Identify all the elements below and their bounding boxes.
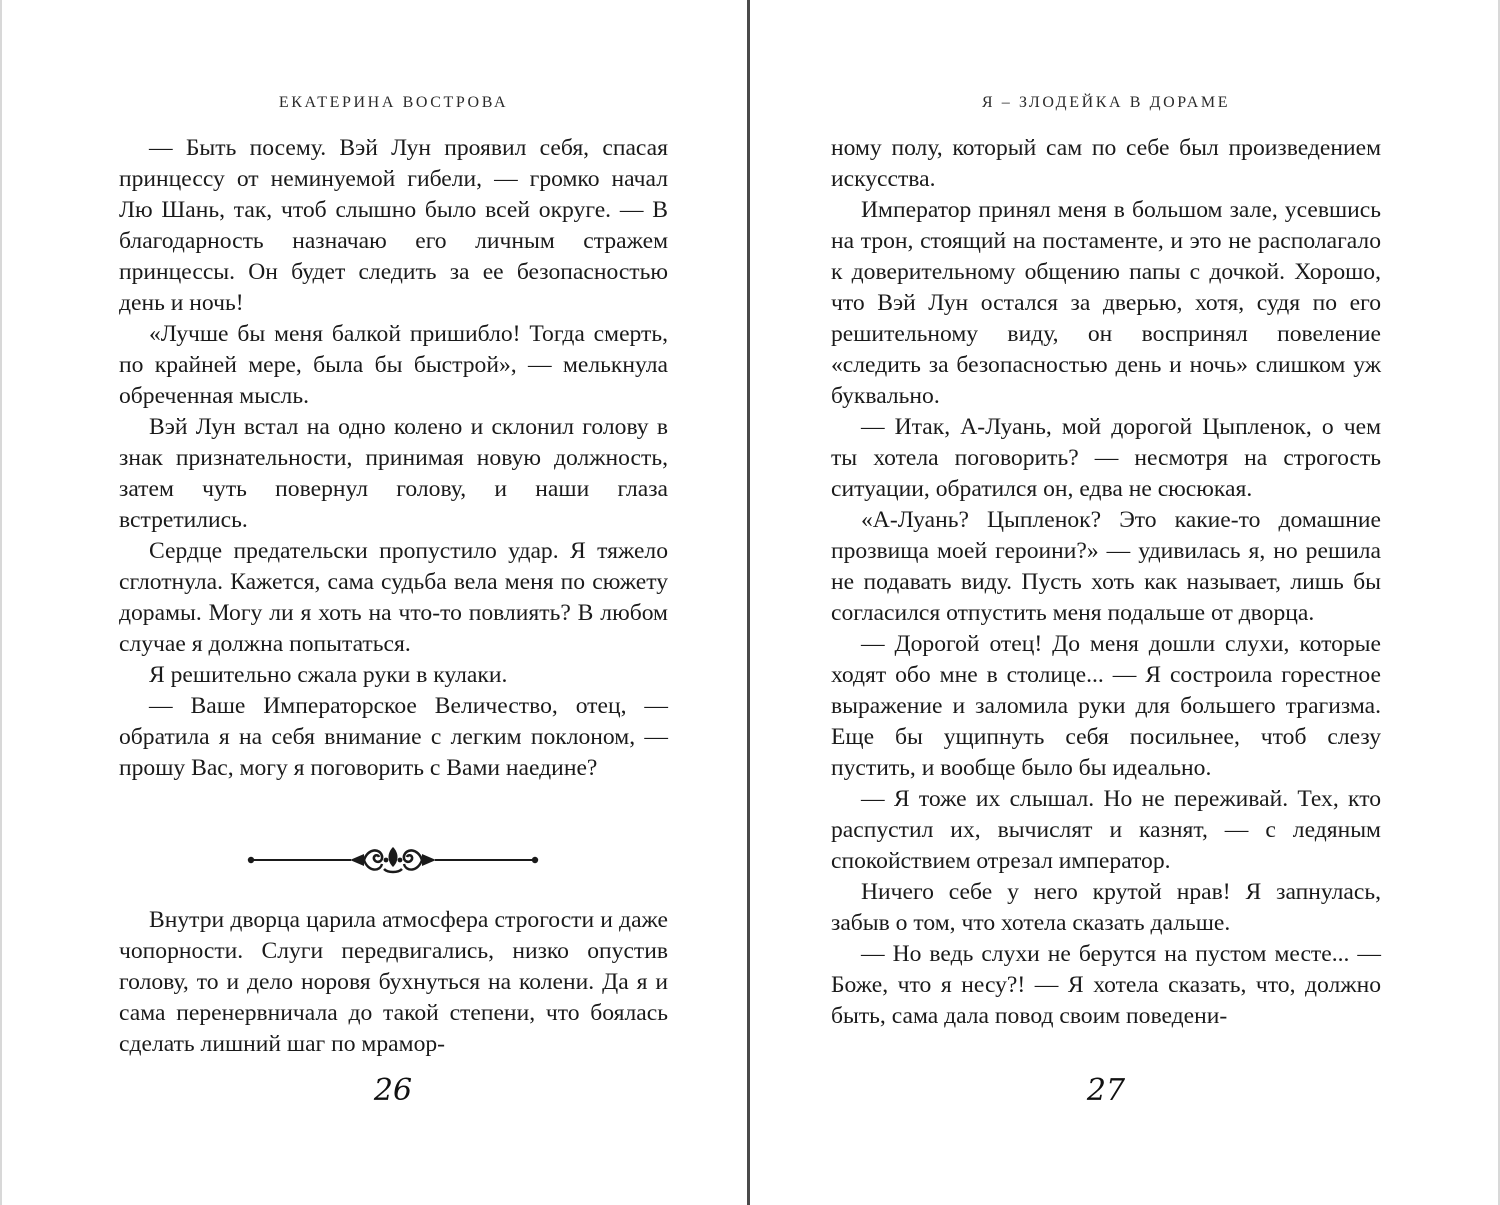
paragraph: Внутри дворца царила атмосфера строгости и даже чопорности. Слуги передвигались, низко опустив голову, то и дело норовя бухнуться на колени. Да я и сама перенервничала до такой степени, что боялась сделать лишний шаг по мрамор- xyxy=(119,907,668,1057)
running-head-left: ЕКАТЕРИНА ВОСТРОВА xyxy=(278,94,509,111)
page-number-right: 27 xyxy=(1086,1073,1126,1108)
paragraph: «А-Луань? Цыпленок? Это какие-то домашние прозвища моей героини?» — удивилась я, но решила не подавать виду. Пусть хоть как называет, лишь бы согласился отпустить меня подальше от дворца. xyxy=(831,507,1381,626)
paragraph: Император принял меня в большом зале, усевшись на трон, стоящий на постаменте, и это не располагало к доверительному общению папы с дочкой. Хорошо, что Вэй Лун остался за дверью, хотя, судя по его решительному виду, он воспринял повеление «следить за безопасностью день и ночь» слишком уж буквально. xyxy=(831,197,1381,409)
running-head-right: Я – ЗЛОДЕЙКА В ДОРАМЕ xyxy=(981,94,1231,111)
paragraph: — Быть посему. Вэй Лун проявил себя, спасая принцессу от неминуемой гибели, — громко начал Лю Шань, так, чтоб слышно было всей округе. — В благодарность назначаю его личным стражем принцессы. Он будет следить за ее безопасностью день и ночь! xyxy=(119,135,668,316)
left-page-body xyxy=(119,133,668,784)
right-page-body xyxy=(831,133,1381,1032)
paragraph: Вэй Лун встал на одно колено и склонил голову в знак признательности, принимая новую должность, затем чуть повернул голову, и наши глаза встретились. xyxy=(119,414,668,533)
paragraph: — Итак, А-Луань, мой дорогой Цыпленок, о чем ты хотела поговорить? — несмотря на строгость ситуации, обратился он, едва не сюсюкая. xyxy=(831,414,1381,502)
section-divider-ornament xyxy=(246,842,540,878)
page-edge-left xyxy=(0,0,2,1205)
paragraph: — Я тоже их слышал. Но не переживай. Тех, кто распустил их, вычислят и казнят, — с ледяным спокойствием отрезал император. xyxy=(831,786,1381,874)
paragraph: Я решительно сжала руки в кулаки. xyxy=(149,662,508,688)
paragraph: — Дорогой отец! До меня дошли слухи, которые ходят обо мне в столице... — Я состроила горестное выражение и заломила руки для большего трагизма. Еще бы ущипнуть себя посильнее, чтоб слезу пустить, и вообще было бы идеально. xyxy=(831,631,1381,781)
page-number-left: 26 xyxy=(373,1073,413,1108)
paragraph: Сердце предательски пропустило удар. Я тяжело сглотнула. Кажется, сама судьба вела меня по сюжету дорамы. Могу ли я хоть на что-то повлиять? В любом случае я должна попытаться. xyxy=(119,538,668,657)
paragraph: — Ваше Императорское Величество, отец, — обратила я на себя внимание с легким поклоном, — прошу Вас, могу я поговорить с Вами наедине? xyxy=(119,693,668,781)
paragraph: — Но ведь слухи не берутся на пустом месте... — Боже, что я несу?! — Я хотела сказать, что, должно быть, сама дала повод своим поведени- xyxy=(831,941,1381,1029)
left-page-body-after-divider xyxy=(119,905,668,1060)
book-spine xyxy=(747,0,750,1205)
paragraph-continuation: ному полу, который сам по себе был произведением искусства. xyxy=(831,135,1381,192)
paragraph: «Лучше бы меня балкой пришибло! Тогда смерть, по крайней мере, была бы быстрой», — мелькнула обреченная мысль. xyxy=(119,321,668,409)
paragraph: Ничего себе у него крутой нрав! Я запнулась, забыв о том, что хотела сказать дальше. xyxy=(831,879,1381,936)
